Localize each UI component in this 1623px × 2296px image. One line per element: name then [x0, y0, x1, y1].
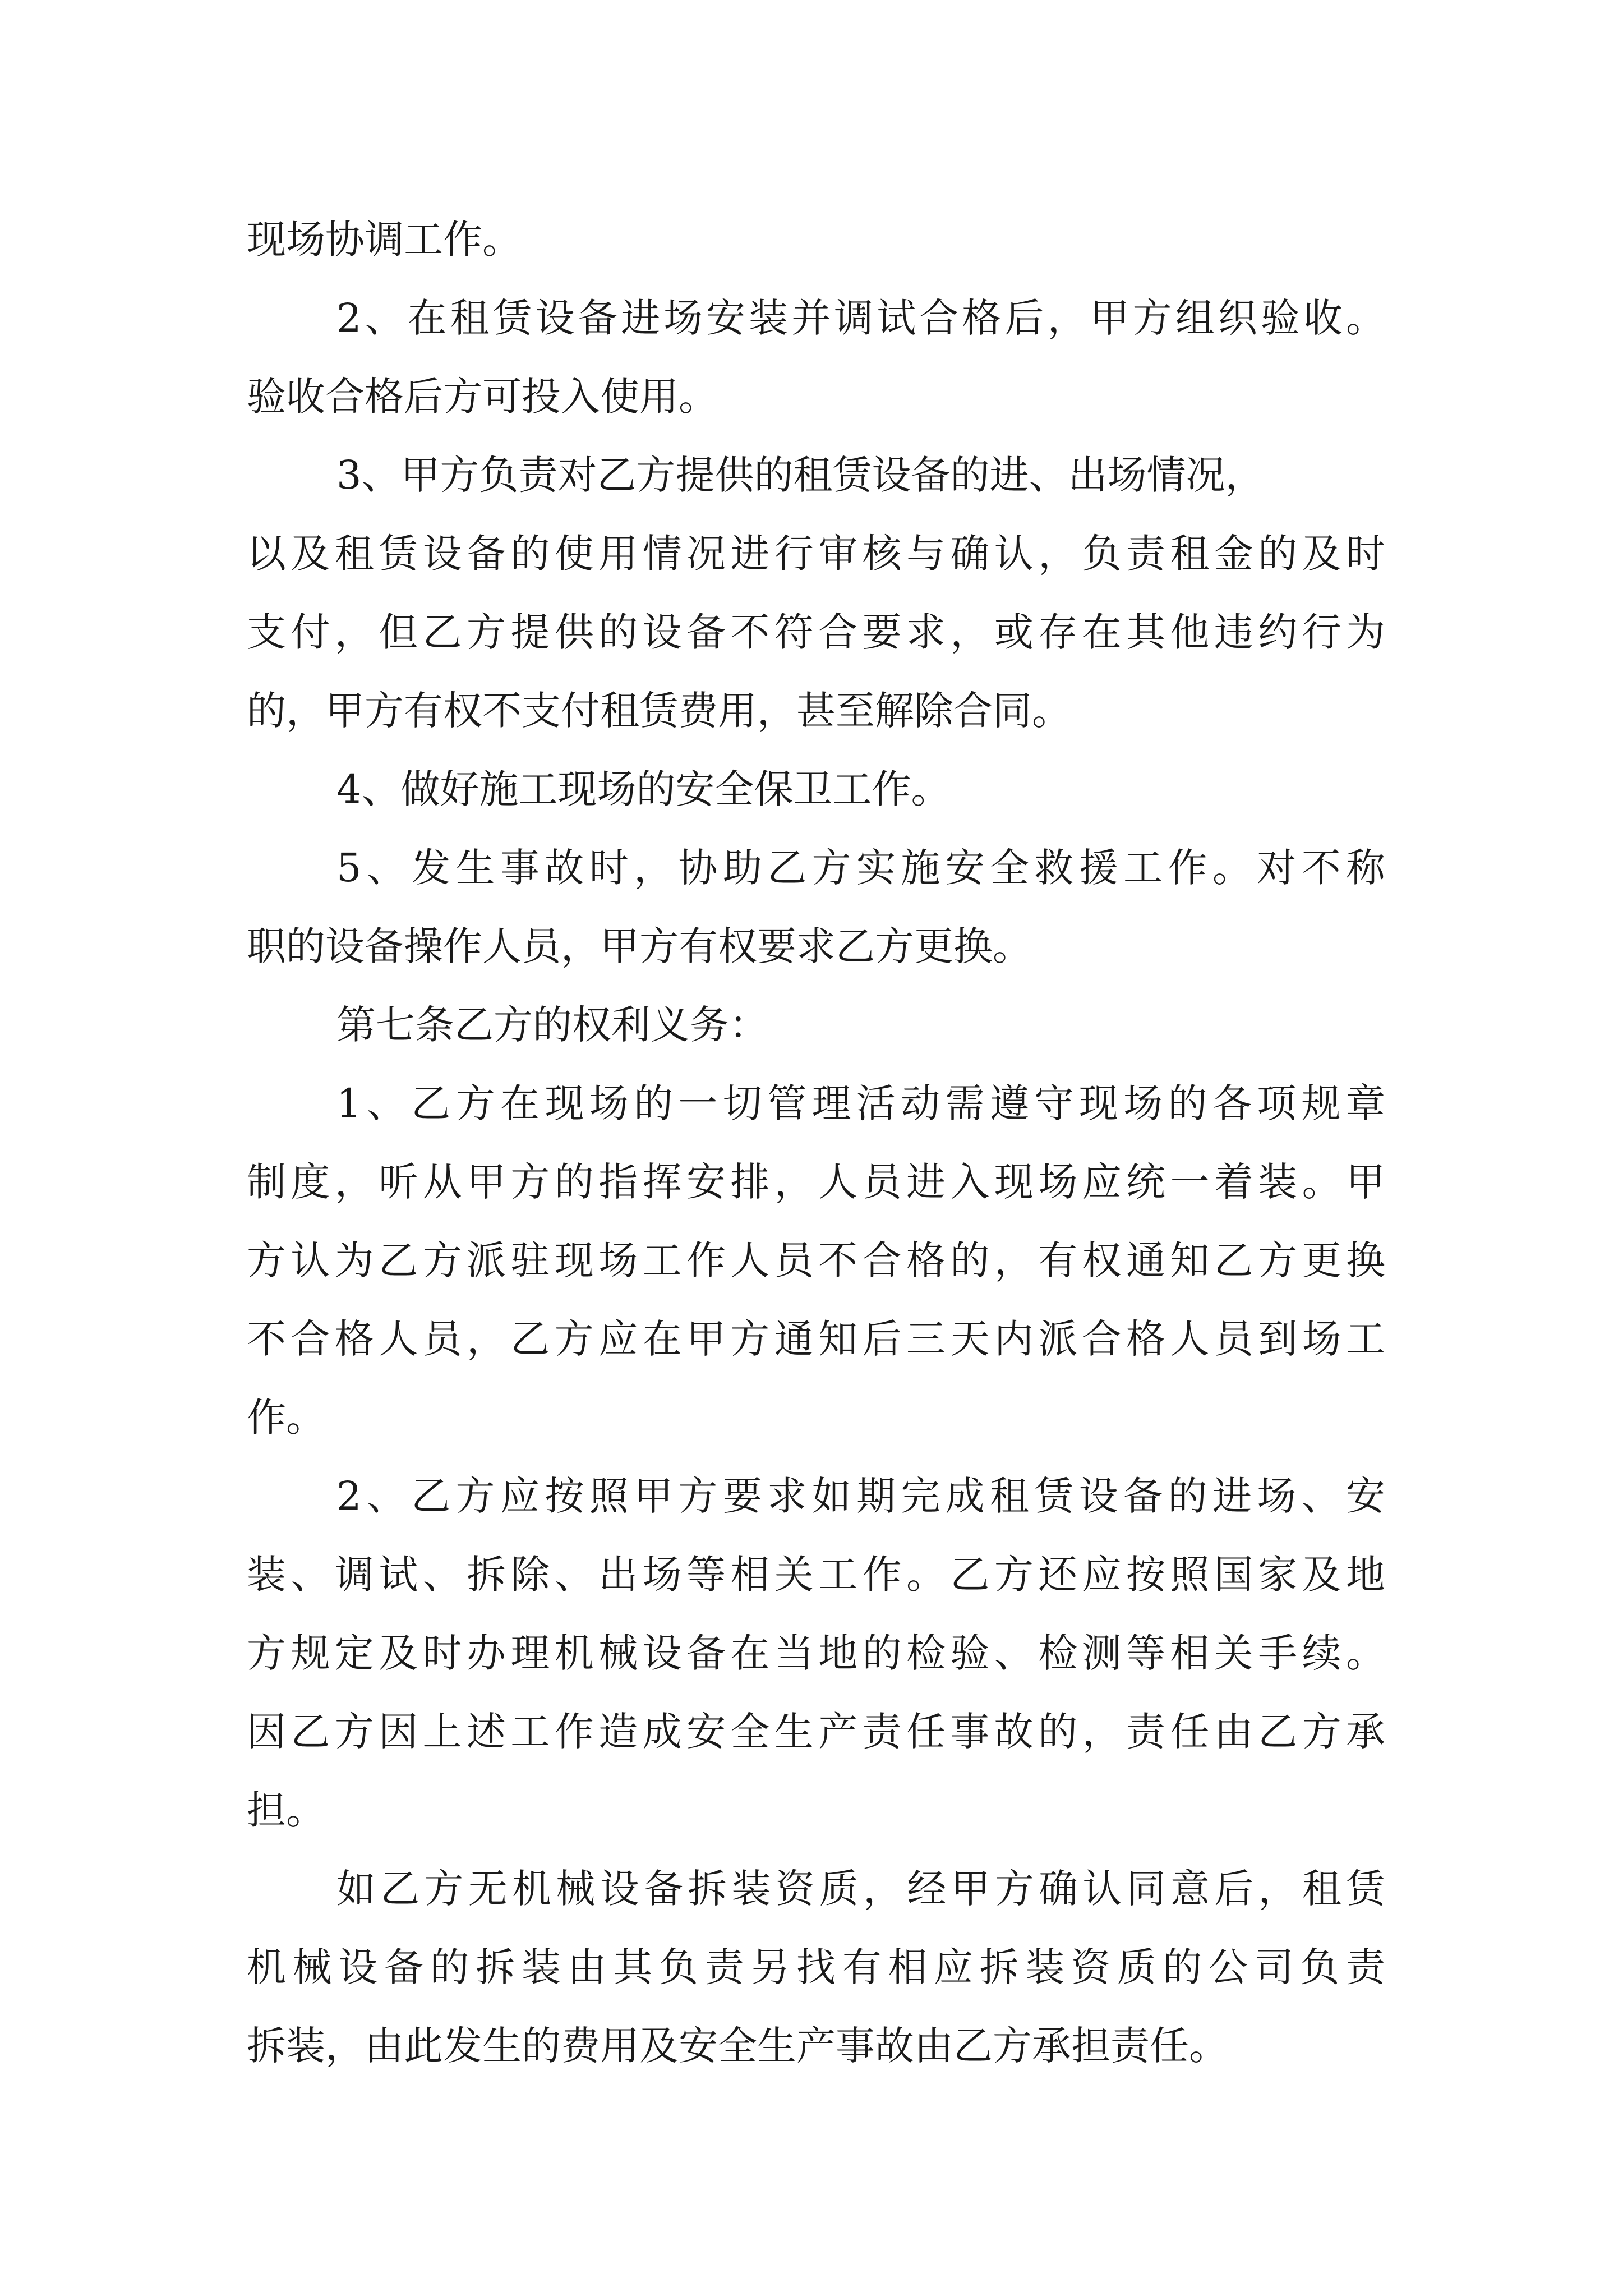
- text-line: 5、发生事故时，协助乙方实施安全救援工作。对不称: [336, 845, 1385, 891]
- text-line: 因乙方因上述工作造成安全生产责任事故的，责任由乙方承: [247, 1709, 1385, 1755]
- text-line: 支付，但乙方提供的设备不符合要求，或存在其他违约行为: [247, 609, 1385, 655]
- text-line: 2、在租赁设备进场安装并调试合格后，甲方组织验收。: [336, 295, 1385, 341]
- text-line: 验收合格后方可投入使用。: [247, 374, 718, 420]
- text-line: 方认为乙方派驻现场工作人员不合格的，有权通知乙方更换: [247, 1237, 1385, 1283]
- text-line: 装、调试、拆除、出场等相关工作。乙方还应按照国家及地: [247, 1552, 1385, 1598]
- text-line: 的，甲方有权不支付租赁费用，甚至解除合同。: [247, 688, 1071, 734]
- section-heading: 第七条乙方的权利义务：: [336, 1002, 768, 1048]
- text-line: 1、乙方在现场的一切管理活动需遵守现场的各项规章: [336, 1080, 1385, 1126]
- text-line: 现场协调工作。: [247, 217, 522, 263]
- text-line: 职的设备操作人员，甲方有权要求乙方更换。: [247, 923, 1032, 969]
- text-line: 3、甲方负责对乙方提供的租赁设备的进、出场情况，: [336, 452, 1265, 498]
- text-line: 如乙方无机械设备拆装资质，经甲方确认同意后，租赁: [336, 1866, 1385, 1912]
- text-line: 2、乙方应按照甲方要求如期完成租赁设备的进场、安: [336, 1473, 1385, 1519]
- text-line: 机械设备的拆装由其负责另找有相应拆装资质的公司负责: [247, 1944, 1385, 1990]
- text-line: 拆装，由此发生的费用及安全生产事故由乙方承担责任。: [247, 2023, 1228, 2069]
- text-line: 作。: [247, 1395, 325, 1441]
- text-line: 不合格人员，乙方应在甲方通知后三天内派合格人员到场工: [247, 1316, 1385, 1362]
- text-line: 制度，听从甲方的指挥安排，人员进入现场应统一着装。甲: [247, 1159, 1385, 1205]
- text-line: 以及租赁设备的使用情况进行审核与确认，负责租金的及时: [247, 531, 1385, 577]
- text-line: 担。: [247, 1787, 325, 1833]
- text-line: 4、做好施工现场的安全保卫工作。: [336, 766, 951, 812]
- text-line: 方规定及时办理机械设备在当地的检验、检测等相关手续。: [247, 1630, 1385, 1676]
